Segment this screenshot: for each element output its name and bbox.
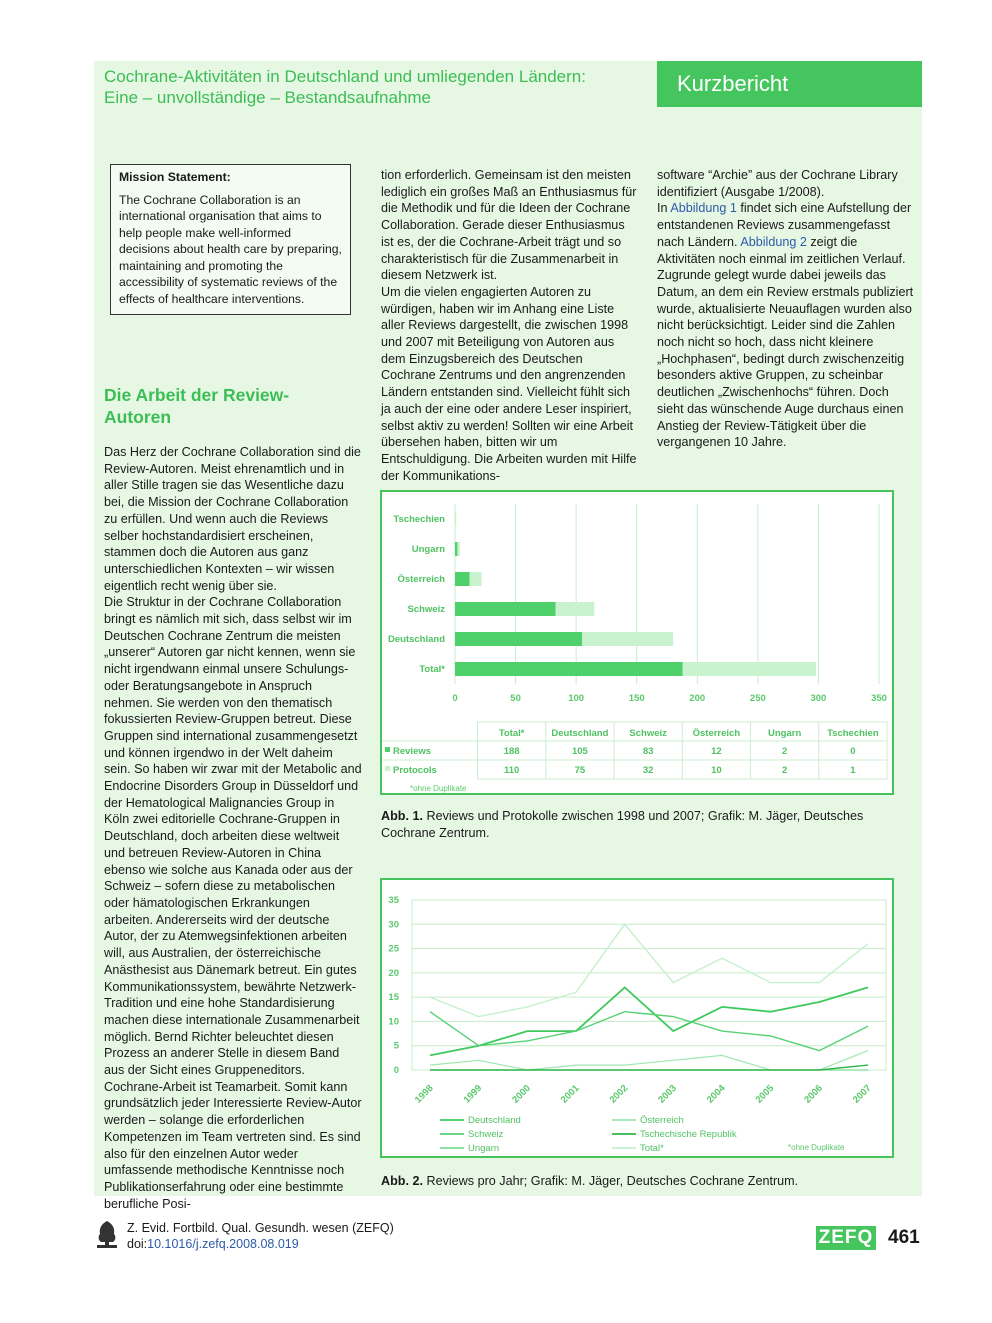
legend-label: Deutschland (468, 1115, 521, 1126)
table-cell: 105 (571, 746, 588, 757)
x-tick-label: 2005 (753, 1082, 777, 1106)
y-tick-label: 5 (393, 1040, 399, 1052)
table-cell: 1 (850, 765, 856, 776)
category-label: Österreich (397, 574, 445, 585)
x-tick-label: 2002 (607, 1082, 631, 1106)
text-span: In (657, 201, 671, 216)
x-tick-label: 2006 (802, 1082, 825, 1106)
category-label: Schweiz (407, 604, 445, 615)
caption-label: Abb. 1. (381, 809, 423, 823)
bar-protocols (582, 632, 673, 646)
x-tick-label: 100 (568, 693, 585, 704)
column-1 (104, 444, 362, 1212)
paragraph: software “Archie” aus der Cochrane Library identifiziert (Ausgabe 1/2008). (657, 168, 898, 199)
table-column-header: Österreich (692, 728, 741, 739)
table-column-header: Total* (498, 728, 525, 739)
x-tick-label: 2003 (656, 1082, 679, 1106)
x-tick-label: 2000 (510, 1082, 533, 1106)
y-tick-label: 30 (388, 919, 399, 931)
table-column-header: Schweiz (629, 728, 667, 739)
caption-label: Abb. 2. (381, 1174, 423, 1188)
table-cell: 110 (503, 765, 520, 776)
legend-label: Schweiz (468, 1129, 504, 1140)
y-tick-label: 20 (388, 967, 399, 979)
bar-reviews (455, 542, 457, 556)
x-tick-label: 150 (628, 693, 645, 704)
category-label: Tschechien (393, 514, 445, 525)
journal-logo: ZEFQ (816, 1226, 876, 1250)
table-row-label: Protocols (393, 765, 437, 776)
table-cell: 2 (781, 765, 788, 776)
figure-1 (380, 490, 894, 795)
line-chart (382, 880, 892, 1156)
section-badge: Kurzbericht (657, 61, 922, 107)
caption-text: Reviews pro Jahr; Grafik: M. Jäger, Deutsches Cochrane Zentrum. (422, 1174, 799, 1188)
paragraph: tion erforderlich. Gemeinsam ist den meisten lediglich ein großes Maß an Enthusiasmus für die Methodik und für die Ideen der Cochrane Collaboration. Gerade dieser Enthusiasmus ist es, der die Cochrane-Arbeit trägt und so charakteristisch für die Zusammenarbeit in diesem Netzwerk ist. (381, 168, 637, 283)
doi-link[interactable]: 10.1016/j.zefq.2008.08.019 (147, 1237, 299, 1251)
table-column-header: Tschechien (827, 728, 879, 739)
text-span: findet sich eine Aufstellung der entstandenen Reviews zusammengefasst nach Ländern. (657, 201, 912, 249)
doi-line (127, 1236, 394, 1252)
table-cell: 32 (642, 765, 654, 776)
series-line-tschechische-republik (430, 1065, 868, 1070)
table-column-header: Ungarn (768, 728, 802, 739)
x-tick-label: 50 (510, 693, 521, 704)
x-tick-label: 250 (749, 693, 766, 704)
figure2-link[interactable]: Abbildung 2 (740, 234, 807, 249)
series-line-schweiz (430, 1012, 868, 1051)
y-tick-label: 15 (388, 992, 399, 1004)
mission-heading: Mission Statement: (119, 170, 231, 184)
table-cell: 75 (574, 765, 586, 776)
x-tick-label: 2007 (850, 1082, 874, 1106)
bar-reviews (455, 662, 683, 676)
paragraph (657, 200, 915, 451)
legend-swatch (385, 766, 390, 771)
table-cell: 12 (711, 746, 722, 757)
y-tick-label: 35 (388, 895, 399, 906)
page-number: 461 (888, 1227, 920, 1248)
figure1-link[interactable]: Abbildung 1 (670, 201, 737, 216)
journal-name: Z. Evid. Fortbild. Qual. Gesundh. wesen (ZEFQ) (127, 1221, 394, 1235)
bar-chart (382, 492, 892, 793)
x-tick-label: 2001 (558, 1082, 582, 1106)
x-tick-label: 2004 (704, 1082, 728, 1106)
article-title (104, 66, 644, 108)
caption-text: Reviews und Protokolle zwischen 1998 und 2007; Grafik: M. Jäger, Deutsches Cochrane Zentrum. (381, 809, 864, 840)
bar-protocols (470, 572, 482, 586)
legend-label: Tschechische Republik (640, 1129, 737, 1140)
text-span: zeigt die Aktivitäten noch einmal im zeitlichen Verlauf. Zugrunde gelegt wurde dabei jeweils das Datum, an dem ein Review erstmals publiziert wurde, aktualisierte Neuauflagen wurden also nicht berücksichtigt. Leider sind die Zahlen noch nicht so hoch, dass nicht kleinere „Hochphasen“, bedingt durch zwischenzeitig besonders aktive Gruppen, zu scheinbar deutlichen „Zwischenhochs“ führen. Doch sieht das wünschende Auge durchaus einen Anstieg der Review-Tätigkeit über die vergangenen 10 Jahre. (657, 234, 914, 450)
figure-2-caption (381, 1173, 921, 1190)
x-tick-label: 200 (689, 693, 706, 704)
article-title-line2: Eine – unvollständige – Bestandsaufnahme (104, 88, 432, 107)
footnote: *ohne Duplikate (788, 1143, 845, 1152)
section-heading: Die Arbeit der Review-Autoren (104, 385, 290, 427)
table-cell: 188 (503, 746, 520, 757)
table-cell: 2 (781, 746, 788, 757)
doi-prefix: doi: (127, 1237, 148, 1251)
mission-body: The Cochrane Collaboration is an international organisation that aims to help people make well-informed decisions about health care by preparing, maintaining and promoting the accessibility of systematic reviews of the effects of healthcare interventions. (119, 192, 342, 306)
bar-protocols (455, 512, 456, 526)
column-2 (381, 167, 639, 484)
table-cell: 83 (642, 746, 654, 757)
footnote: *ohne Duplikate (410, 784, 467, 793)
x-tick-label: 0 (452, 693, 458, 704)
mission-statement-box (110, 164, 351, 315)
table-column-header: Deutschland (551, 728, 609, 739)
bar-protocols (457, 542, 459, 556)
y-tick-label: 0 (393, 1065, 399, 1076)
legend-label: Österreich (640, 1115, 684, 1126)
paragraph: Cochrane-Arbeit ist Teamarbeit. Somit kann grundsätzlich jeder Interessierte Review-Autor werden – solange die erforderlichen Kompetenzen im Team vertreten sind. Es sind also für den einzelnen Autor weder umfassende methodische Kenntnisse noch Publikationserfahrung oder eine bestimmte berufliche Posi- (104, 1079, 362, 1211)
legend-label: Ungarn (468, 1143, 500, 1154)
x-tick-label: 1999 (461, 1082, 485, 1106)
legend-swatch (385, 747, 390, 752)
table-cell: 10 (711, 765, 722, 776)
category-label: Total* (419, 664, 445, 675)
x-tick-label: 350 (871, 693, 887, 704)
category-label: Ungarn (411, 544, 445, 555)
series-line-total- (430, 924, 868, 1016)
bar-protocols (556, 602, 595, 616)
table-cell: 0 (850, 746, 856, 757)
y-tick-label: 10 (388, 1016, 399, 1028)
article-title-line1: Cochrane-Aktivitäten in Deutschland und umliegenden Ländern: (104, 67, 586, 86)
x-tick-label: 1998 (412, 1082, 436, 1106)
category-label: Deutschland (387, 634, 445, 645)
paragraph: Das Herz der Cochrane Collaboration sind die Review-Autoren. Meist ehrenamtlich und in aller Stille tragen sie das Wesentliche dazu bei, die Mission der Cochrane Collaboration zu erfüllen. Und wenn auch die Reviews selber hochstandardisiert erscheinen, stammen doch die Autoren aus ganz unterschiedlichen Kontexten – wir wissen eigentlich recht wenig über sie. (104, 445, 361, 593)
bar-reviews (455, 572, 470, 586)
publisher-logo-icon (94, 1218, 120, 1250)
bar-reviews (455, 632, 582, 646)
table-row-label: Reviews (393, 746, 432, 757)
bar-protocols (683, 662, 816, 676)
figure-2 (380, 878, 894, 1158)
footer-citation (127, 1220, 394, 1252)
paragraph: Um die vielen engagierten Autoren zu würdigen, haben wir im Anhang eine Liste aller Reviews dargestellt, die zwischen 1998 und 2007 mit Beteiligung von Autoren aus dem Einzugsbereich des Deutschen Cochrane Zentrums und den angrenzenden Ländern entstanden sind. Vielleicht fühlt sich ja auch der eine oder andere Leser inspiriert, selbst aktiv zu werden! Sollten wir eine Arbeit übersehen haben, bitten wir um Entschuldigung. Die Arbeiten wurden mit Hilfe der Kommunikations- (381, 284, 637, 483)
y-tick-label: 25 (388, 943, 399, 955)
column-3 (657, 167, 915, 451)
series-line-österreich (430, 1051, 868, 1070)
bar-reviews (455, 602, 556, 616)
figure-1-caption (381, 808, 921, 842)
paragraph: Die Struktur in der Cochrane Collaboration bringt es nämlich mit sich, dass selbst wir im Deutschen Cochrane Zentrum die meisten „unserer“ Autoren gar nicht kennen, wenn sie nicht irgendwann einmal unsere Schulungs- oder Beratungsangebote in Anspruch nehmen. Sie werden von den thematisch fokussierten Review-Gruppen betreut. Diese Gruppen sind international zusammengesetzt und können irgendwo in der Welt daheim sein. So haben wir zwar mit der Metabolic and Endocrine Disorders Group in Düsseldorf und der Hematological Malignancies Group in Köln zwei editorielle Cochrane-Gruppen in Deutschland, doch arbeiten diese weltweit und betreuen Review-Autoren in China ebenso wie solche aus Kanada oder aus der Schweiz – sofern diese zu metabolischen oder hämatologischen Erkrankungen arbeiten. Andererseits wird der deutsche Autor, der zu Atemwegsinfektionen arbeiten will, aus Australien, der österreichische Anästhesist aus Dänemark betreut. Ein gutes Kommunikationssystem, bewährte Netzwerk-Tradition und eine hohe Standardisierung machen diese internationale Zusammenarbeit möglich. Bernd Richter beleuchtet diesen Prozess an anderer Stelle in diesem Band aus der Sicht eines Gruppeneditors. (104, 595, 362, 1078)
x-tick-label: 300 (810, 693, 827, 704)
legend-label: Total* (640, 1143, 664, 1154)
